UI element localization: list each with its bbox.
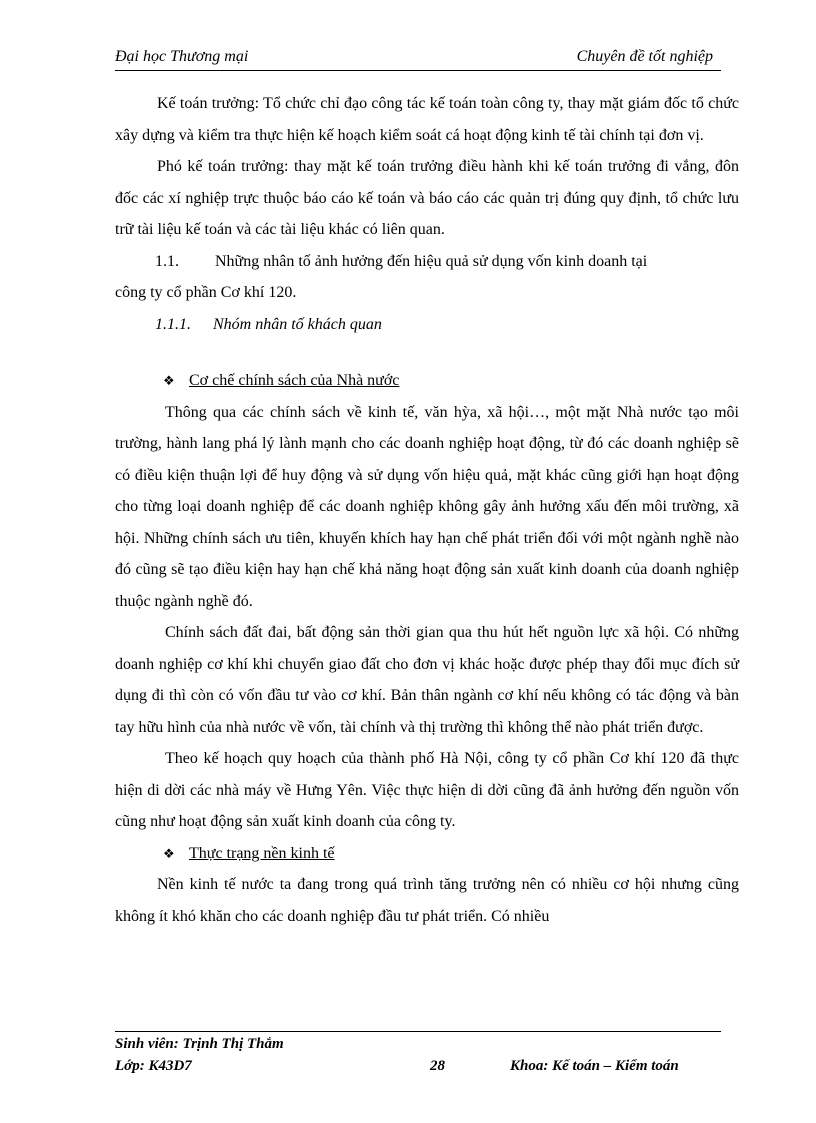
paragraph-economy: Nền kinh tế nước ta đang trong quá trình tăng trưởng nên có nhiều cơ hội nhưng cũng không ít khó khăn cho các doanh nghiệp đầu tư phát triển. Có nhiều — [115, 876, 739, 925]
header-document-type: Chuyên đề tốt nghiệp — [576, 48, 713, 65]
section-title-line1: Những nhân tố ảnh hưởng đến hiệu quả sử dụng vốn kinh doanh tại — [215, 252, 648, 270]
bullet-heading-economy — [115, 838, 739, 870]
subsection-heading — [115, 309, 739, 341]
paragraph-relocation: Theo kế hoạch quy hoạch của thành phố Hà Nội, công ty cổ phần Cơ khí 120 đã thực hiện di dời các nhà máy về Hưng Yên. Việc thực hiện di dời cũng đã ảnh hưởng đến nguồn vốn cũng như hoạt động sản xuất kinh doanh của công ty. — [115, 750, 739, 830]
page-number: 28 — [430, 1058, 445, 1074]
section-number: 1.1. — [155, 252, 179, 270]
bullet-heading-text: Thực trạng nền kinh tế — [189, 844, 335, 862]
paragraph-state-policy: Thông qua các chính sách về kinh tế, văn hỳa, xã hội…, một mặt Nhà nước tạo môi trường, hành lang phá lý lành mạnh cho các doanh nghiệp hoạt động, từ đó các doanh nghiệp sẽ có điều kiện thuận lợi để huy động và sử dụng vốn hiệu quả, mặt khác cũng giới hạn hoạt động cho từng loại doanh nghiệp để các doanh nghiệp không gây ảnh hưởng xấu đến môi trường, xã hội. Những chính sách ưu tiên, khuyến khích hay hạn chế phát triển đối với một ngành nghề nào đó cũng sẽ tạo điều kiện hay hạn chế khả năng hoạt động sản xuất kinh doanh của doanh nghiệp thuộc ngành nghề đó. — [115, 403, 739, 610]
header-university: Đại học Thương mại — [115, 48, 249, 65]
bullet-heading-text: Cơ chế chính sách của Nhà nước — [189, 372, 400, 389]
spacer — [115, 340, 739, 365]
subsection-title: Nhóm nhân tố khách quan — [213, 315, 382, 333]
subsection-number: 1.1.1. — [155, 315, 191, 333]
page-header — [115, 46, 721, 71]
section-heading — [115, 246, 739, 278]
bullet-heading-policy — [115, 365, 739, 397]
diamond-bullet-icon: ❖ — [163, 845, 175, 861]
diamond-bullet-icon: ❖ — [163, 373, 175, 388]
section-title-line2: công ty cổ phần Cơ khí 120. — [115, 284, 297, 301]
paragraph-land-policy: Chính sách đất đai, bất động sản thời gian qua thu hút hết nguồn lực xã hội. Có những doanh nghiệp cơ khí khi chuyển giao đất cho đơn vị khác hoặc được phép thay đổi mục đích sử dụng đi thì còn có vốn đầu tư vào cơ khí. Bản thân ngành cơ khí nếu không có tác động và bàn tay hữu hình của nhà nước về vốn, tài chính và thị trường thì không thể nào phát triển được. — [115, 624, 739, 736]
footer-divider — [115, 1031, 721, 1032]
page-footer — [115, 1036, 721, 1080]
footer-class: Lớp: K43D7 — [115, 1058, 192, 1074]
document-body — [115, 88, 739, 932]
footer-department: Khoa: Kế toán – Kiểm toán — [510, 1058, 679, 1074]
footer-student: Sinh viên: Trịnh Thị Thắm — [115, 1036, 284, 1052]
paragraph-chief-accountant: Kế toán trưởng: Tổ chức chỉ đạo công tác kế toán toàn công ty, thay mặt giám đốc tổ chức xây dựng và kiểm tra thực hiện kế hoạch kiểm soát cá hoạt động kinh tế tài chính tại đơn vị. — [115, 95, 739, 144]
paragraph-deputy-chief-accountant: Phó kế toán trưởng: thay mặt kế toán trưởng điều hành khi kế toán trưởng đi vắng, đôn đốc các xí nghiệp trực thuộc báo cáo kế toán và báo cáo các quản trị đúng quy định, tổ chức lưu trữ tài liệu kế toán và các tài liệu khác có liên quan. — [115, 158, 739, 238]
